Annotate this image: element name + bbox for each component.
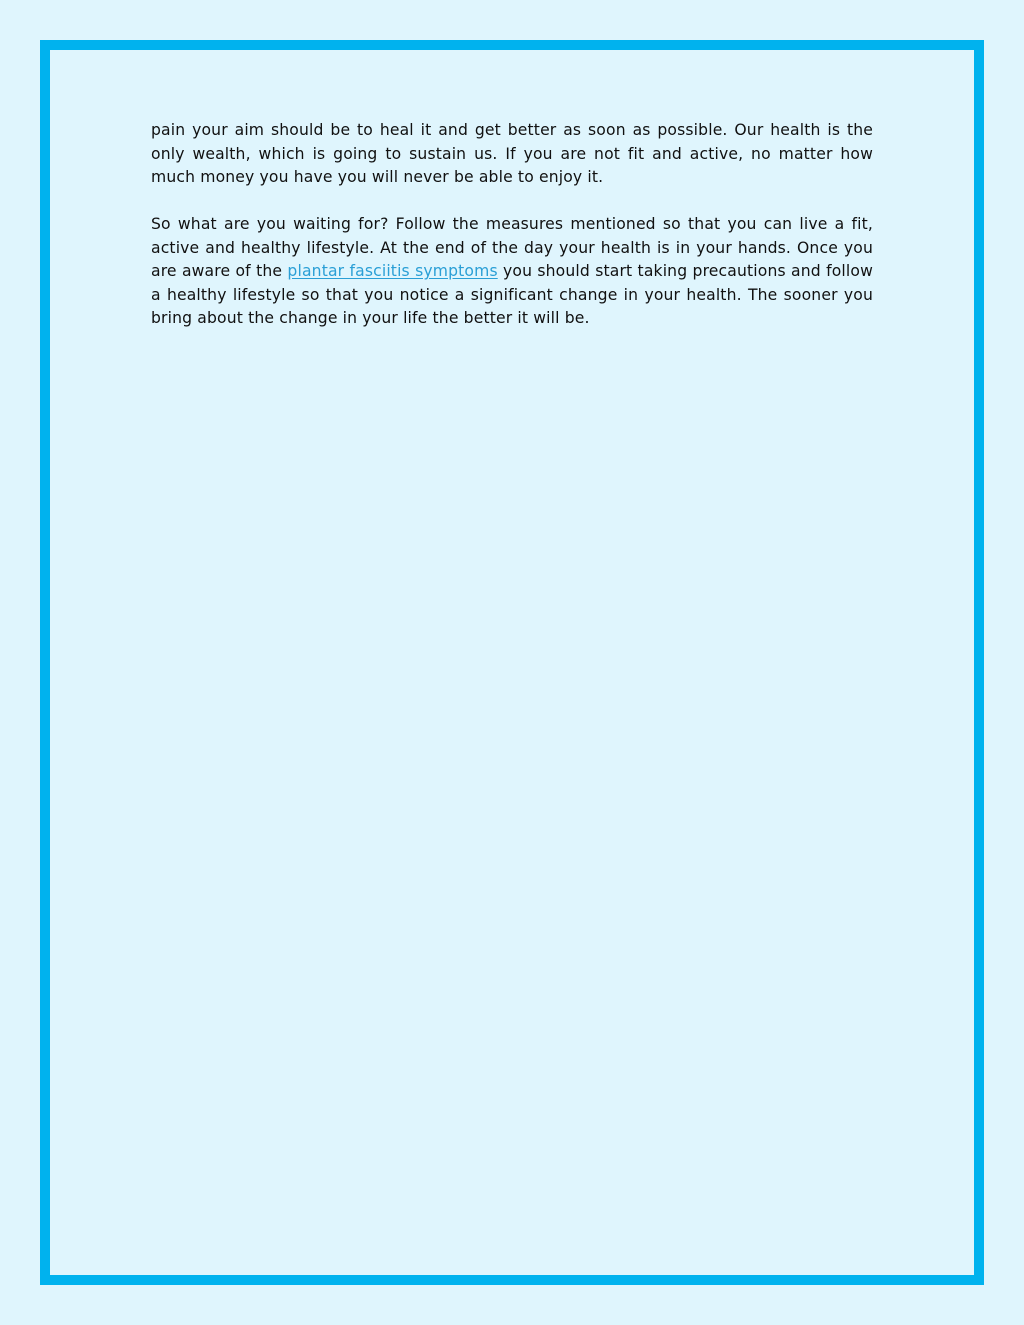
paragraph-text-before-link: So what are you waiting for? Follow the measures mentioned so that you can live a fit, active and healthy lifestyle. At the end of the day your health is in your hands. Once you are aware of the [151, 215, 873, 280]
paragraph-health-wealth: pain your aim should be to heal it and get better as soon as possible. Our health is the only wealth, which is going to sustain us. If you are not fit and active, no matter how much money you have you will never be able to enjoy it. [151, 121, 873, 186]
document-body [151, 119, 873, 354]
plantar-fasciitis-symptoms-link[interactable]: plantar fasciitis symptoms [287, 262, 498, 280]
paragraph-call-to-action [151, 213, 873, 331]
paragraph-text-after-link: you should start taking precautions and follow a healthy lifestyle so that you notice a significant change in your health. The sooner you bring about the change in your life the better it will be. [151, 262, 873, 327]
